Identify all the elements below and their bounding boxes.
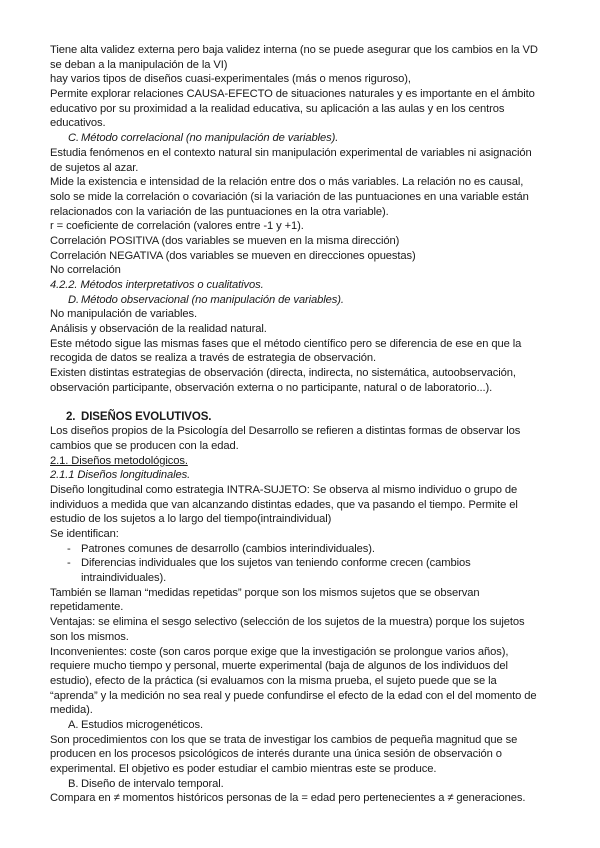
text-line: educativo por su proximidad a la realidad educativa, su aplicación a las aulas y en los centros xyxy=(50,102,505,115)
text-line: individuos a medida que van alcanzando distintas edades, que va pasando el tiempo. Permite el xyxy=(50,498,518,511)
text-line: Correlación POSITIVA (dos variables se mueven en la misma dirección) xyxy=(50,234,400,247)
paragraph-block7 xyxy=(50,733,580,777)
text-line: se deban a la manipulación de la VI) xyxy=(50,58,228,71)
heading-number: 2. xyxy=(66,410,76,423)
paragraph-block6 xyxy=(50,586,580,718)
text-line: Correlación NEGATIVA (dos variables se mueven en direcciones opuestas) xyxy=(50,249,416,262)
text-line: hay varios tipos de diseños cuasi-experimentales (más o menos riguroso), xyxy=(50,73,411,86)
text-line: Este método sigue las mismas fases que el método científico pero se diferencia de ese en que la xyxy=(50,337,522,350)
spacer xyxy=(50,396,580,410)
paragraph-block1 xyxy=(50,43,580,131)
text-line: medida). xyxy=(50,704,93,717)
subsection-2-1-1-heading: 2.1.1 Diseños longitudinales. xyxy=(50,469,191,482)
text-line: Compara en ≠ momentos históricos personas de la = edad pero pertenecientes a ≠ generaciones. xyxy=(50,792,526,805)
bullet-list xyxy=(50,542,580,586)
text-line: También se llaman “medidas repetidas” porque son los mismos sujetos que se observan xyxy=(50,586,480,599)
list-marker: C. xyxy=(68,132,79,145)
text-line: experimental. El objetivo es poder estudiar el cambio mientras este se produce. xyxy=(50,763,437,775)
text-line: recogida de datos se realiza a través de estrategia de observación. xyxy=(50,352,377,365)
section-b-heading xyxy=(50,777,580,792)
list-item xyxy=(50,542,580,557)
text-line: son los mismos. xyxy=(50,630,129,643)
text-line: No correlación xyxy=(50,264,121,277)
text-line: Mide la existencia e intensidad de la relación entre dos o más variables. La relación no es causal, xyxy=(50,176,524,189)
section-c-heading xyxy=(50,131,580,146)
heading-title: DISEÑOS EVOLUTIVOS. xyxy=(81,410,212,423)
section-d-heading xyxy=(50,293,580,308)
text-line: Tiene alta validez externa pero baja validez interna (no se puede asegurar que los cambios en la VD xyxy=(50,44,538,56)
text-line: “aprenda” y la medición no sea real y puede confundirse el efecto de la edad con el del momento de xyxy=(50,689,537,702)
list-item-text: Diferencias individuales que los sujetos van teniendo conforme crecen (cambios xyxy=(81,557,471,570)
text-line: estudio), efecto de la práctica (si evaluamos con la misma prueba, el sujeto puede que se la xyxy=(50,674,497,687)
section-title: Diseño de intervalo temporal. xyxy=(81,777,224,790)
section-a-heading xyxy=(50,718,580,733)
list-marker: A. xyxy=(68,718,79,731)
text-line: Inconvenientes: coste (son caros porque exige que la investigación se prolongue varios años), xyxy=(50,645,509,658)
text-line: cambios que se producen con la edad. xyxy=(50,439,239,452)
text-line: de sujetos al azar. xyxy=(50,161,139,174)
text-line: r = coeficiente de correlación (valores entre -1 y +1). xyxy=(50,220,304,233)
text-line: Diseño longitudinal como estrategia INTRA-SUJETO: Se observa al mismo individuo o grupo de xyxy=(50,483,518,496)
text-line: relacionados con la variación de las puntuaciones en la otra variable). xyxy=(50,205,389,218)
paragraph-block3 xyxy=(50,307,580,395)
heading-2-disenos-evolutivos xyxy=(50,410,580,425)
list-item-continuation: intraindividuales). xyxy=(81,572,167,585)
text-line: Los diseños propios de la Psicología del Desarrollo se refieren a distintas formas de observar los xyxy=(50,425,521,438)
text-line: Se identifican: xyxy=(50,528,119,540)
section-title: Estudios microgenéticos. xyxy=(81,718,203,731)
text-line: observación participante, observación externa o no participante, natural o de laboratorio...). xyxy=(50,381,493,394)
dash-bullet: - xyxy=(67,542,71,555)
list-item xyxy=(50,556,580,571)
text-line: Permite explorar relaciones CAUSA-EFECTO de situaciones naturales y es importante en el ámbito xyxy=(50,88,535,101)
text-line: Ventajas: se elimina el sesgo selectivo (selección de los sujetos de la muestra) porque los sujetos xyxy=(50,616,525,629)
text-line: requiere mucho tiempo y personal, muerte experimental (baja de algunos de los individuos del xyxy=(50,660,508,673)
subsection-2-1-heading: 2.1. Diseños metodológicos. xyxy=(50,454,188,467)
text-line: repetidamente. xyxy=(50,601,124,614)
text-line: Existen distintas estrategias de observación (directa, indirecta, no sistemática, autoobservación, xyxy=(50,367,516,380)
paragraph-block5 xyxy=(50,483,580,542)
text-line: Son procedimientos con los que se trata de investigar los cambios de pequeña magnitud que se xyxy=(50,733,518,746)
list-marker: B. xyxy=(68,777,79,790)
subsection-4-2-2-heading: 4.2.2. Métodos interpretativos o cualitativos. xyxy=(50,279,264,291)
dash-bullet: - xyxy=(67,557,71,570)
paragraph-block4 xyxy=(50,424,580,453)
text-line: No manipulación de variables. xyxy=(50,308,197,321)
text-line: solo se mide la correlación o covariación (si la variación de las puntuaciones en una variable están xyxy=(50,190,529,203)
text-line: Análisis y observación de la realidad natural. xyxy=(50,323,267,336)
text-line: estudio de los sujetos a lo largo del tiempo(intraindividual) xyxy=(50,513,332,526)
paragraph-block2 xyxy=(50,146,580,278)
text-line: producen en los procesos psicológicos de interés durante una única sesión de observación o xyxy=(50,748,502,761)
section-title: Método observacional (no manipulación de variables). xyxy=(81,293,344,306)
document-page xyxy=(50,43,580,806)
section-title: Método correlacional (no manipulación de variables). xyxy=(81,132,339,145)
list-item-text: Patrones comunes de desarrollo (cambios interindividuales). xyxy=(81,542,375,555)
list-marker: D. xyxy=(68,293,79,306)
text-line: educativos. xyxy=(50,117,106,130)
text-line: Estudia fenómenos en el contexto natural sin manipulación experimental de variables ni asignación xyxy=(50,146,532,159)
